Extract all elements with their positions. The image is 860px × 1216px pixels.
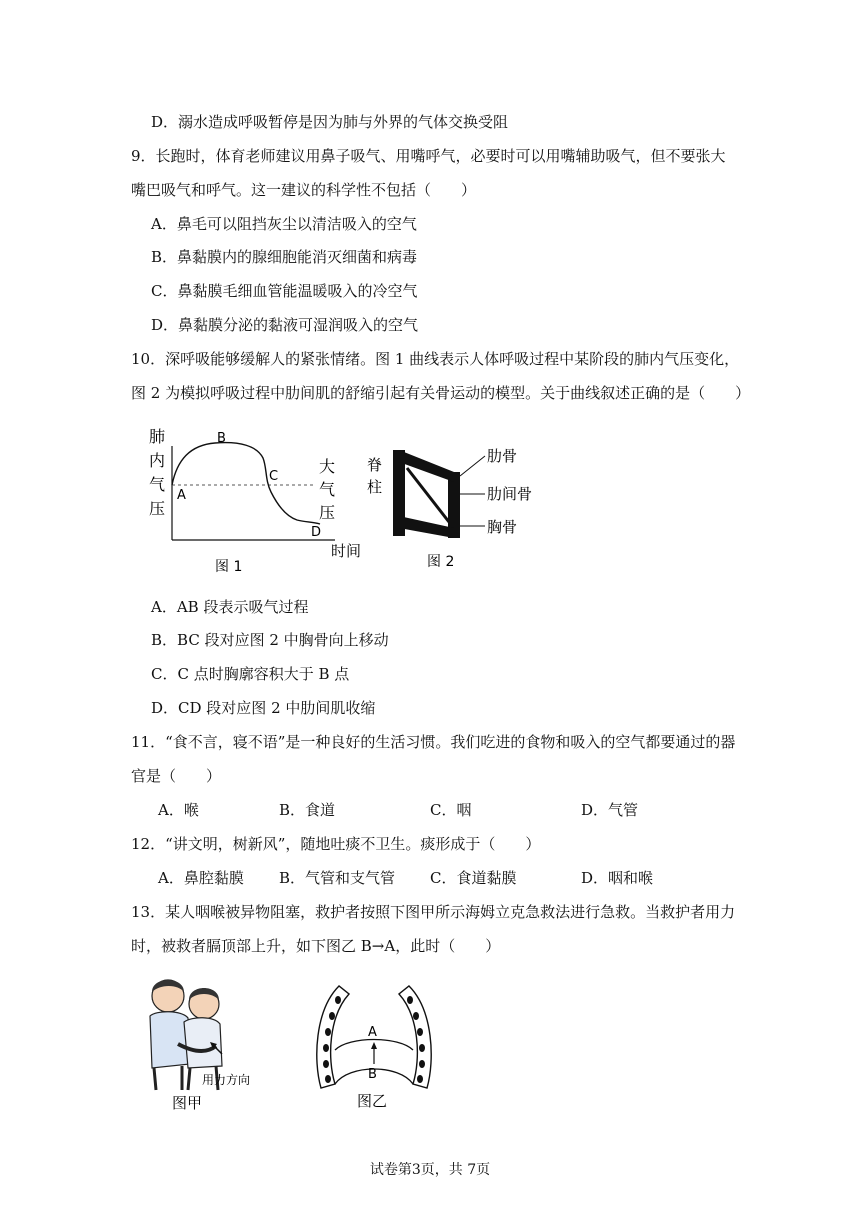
fig1-xlabel: 时间: [331, 542, 362, 560]
fig1-ylabel-4: 压: [149, 499, 166, 518]
q10-option-c: C．C 点时胸廓容积大于 B 点: [151, 665, 350, 683]
figure-2-rib-model: [365, 440, 555, 580]
fig-yi-point-a: A: [368, 1025, 377, 1040]
q10-stem-line1: 10．深呼吸能够缓解人的紧张情绪。图 1 曲线表示人体呼吸过程中某阶段的肺内气压变化，: [131, 350, 740, 368]
q10-stem-line2: 图 2 为模拟呼吸过程中肋间肌的舒缩引起有关骨运动的模型。关于曲线叙述正确的是（ ）: [131, 384, 751, 402]
q9-stem-line2: 嘴巴吸气和呼气。这一建议的科学性不包括（ ）: [131, 181, 477, 199]
victim-body: [184, 1018, 222, 1068]
fig2-spine-label-1: 脊: [367, 456, 383, 474]
fig1-point-a: A: [177, 488, 186, 503]
q9-option-a: A．鼻毛可以阻挡灰尘以清洁吸入的空气: [151, 215, 417, 233]
q12-option-d: D．咽和喉: [581, 869, 654, 887]
figure-1-pressure-curve: [145, 420, 375, 580]
figure-jia-heimlich: [138, 972, 278, 1112]
q11-option-d: D．气管: [581, 801, 639, 819]
q9-option-b: B．鼻黏膜内的腺细胞能消灭细菌和病毒: [151, 248, 418, 266]
fig2-upper-rib: [399, 450, 454, 482]
fig1-caption: 图 1: [215, 559, 243, 575]
q10-option-d: D．CD 段对应图 2 中肋间肌收缩: [151, 699, 376, 717]
page-footer: 试卷第3页，共 7页: [369, 1162, 491, 1178]
fig1-ref-label-2: 气: [319, 480, 336, 499]
fig2-sternum-label: 胸骨: [487, 518, 518, 536]
fig-yi-caption: 图乙: [357, 1092, 388, 1110]
fig-jia-caption: 图甲: [172, 1094, 203, 1112]
rescuer-legs: [154, 1066, 182, 1090]
fig-yi-point-b: B: [368, 1067, 377, 1082]
q11-option-b: B．食道: [279, 801, 336, 819]
fig2-rib-label: 肋骨: [487, 447, 518, 465]
fig-jia-force-label: 用力方向: [202, 1073, 251, 1087]
fig1-ylabel-3: 气: [149, 475, 166, 494]
figure-yi-diaphragm: [305, 980, 445, 1112]
q8-option-d: D．溺水造成呼吸暂停是因为肺与外界的气体交换受阻: [151, 113, 509, 131]
b-to-a-arrow-head: [371, 1042, 377, 1049]
left-ribcage-wall: [317, 986, 349, 1088]
q9-option-c: C．鼻黏膜毛细血管能温暖吸入的冷空气: [151, 282, 418, 300]
q9-stem-line1: 9．长跑时，体育老师建议用鼻子吸气、用嘴呼气，必要时可以用嘴辅助吸气，但不要张大: [131, 147, 726, 165]
q13-stem-line1: 13．某人咽喉被异物阻塞，救护者按照下图甲所示海姆立克急救法进行急救。当救护者用力: [131, 903, 736, 921]
rescuer-body: [150, 1012, 190, 1068]
q11-stem-line1: 11．“食不言，寝不语”是一种良好的生活习惯。我们吃进的食物和吸入的空气都要通过的器: [131, 733, 736, 751]
fig1-point-d: D: [311, 525, 322, 540]
q12-option-c: C．食道黏膜: [430, 869, 517, 887]
q12-stem: 12．“讲文明，树新风”，随地吐痰不卫生。痰形成于（ ）: [131, 835, 541, 853]
q12-option-a: A．鼻腔黏膜: [158, 869, 244, 887]
q11-stem-line2: 官是（ ）: [131, 767, 222, 785]
q13-stem-line2: 时，被救者膈顶部上升，如下图乙 B→A，此时（ ）: [131, 937, 501, 955]
fig2-muscle-label: 肋间骨: [487, 485, 533, 503]
q12-option-b: B．气管和支气管: [279, 869, 396, 887]
right-ribcage-wall: [399, 986, 431, 1088]
fig1-point-c: C: [269, 469, 279, 484]
fig1-ref-label-3: 压: [319, 503, 336, 522]
fig2-spine-label-2: 柱: [367, 478, 383, 496]
fig1-ref-label-1: 大: [319, 457, 336, 476]
fig2-rib-pointer: [460, 456, 485, 476]
fig1-ylabel-1: 肺: [149, 427, 166, 446]
fig2-caption: 图 2: [427, 554, 455, 570]
fig1-point-b: B: [217, 431, 226, 446]
fig1-ylabel-2: 内: [149, 451, 166, 470]
fig1-pressure-curve: [172, 443, 320, 524]
q10-option-b: B．BC 段对应图 2 中胸骨向上移动: [151, 631, 389, 649]
q10-option-a: A．AB 段表示吸气过程: [151, 598, 309, 616]
q11-option-a: A．喉: [158, 801, 199, 819]
q9-option-d: D．鼻黏膜分泌的黏液可湿润吸入的空气: [151, 316, 419, 334]
q11-option-c: C．咽: [430, 801, 472, 819]
